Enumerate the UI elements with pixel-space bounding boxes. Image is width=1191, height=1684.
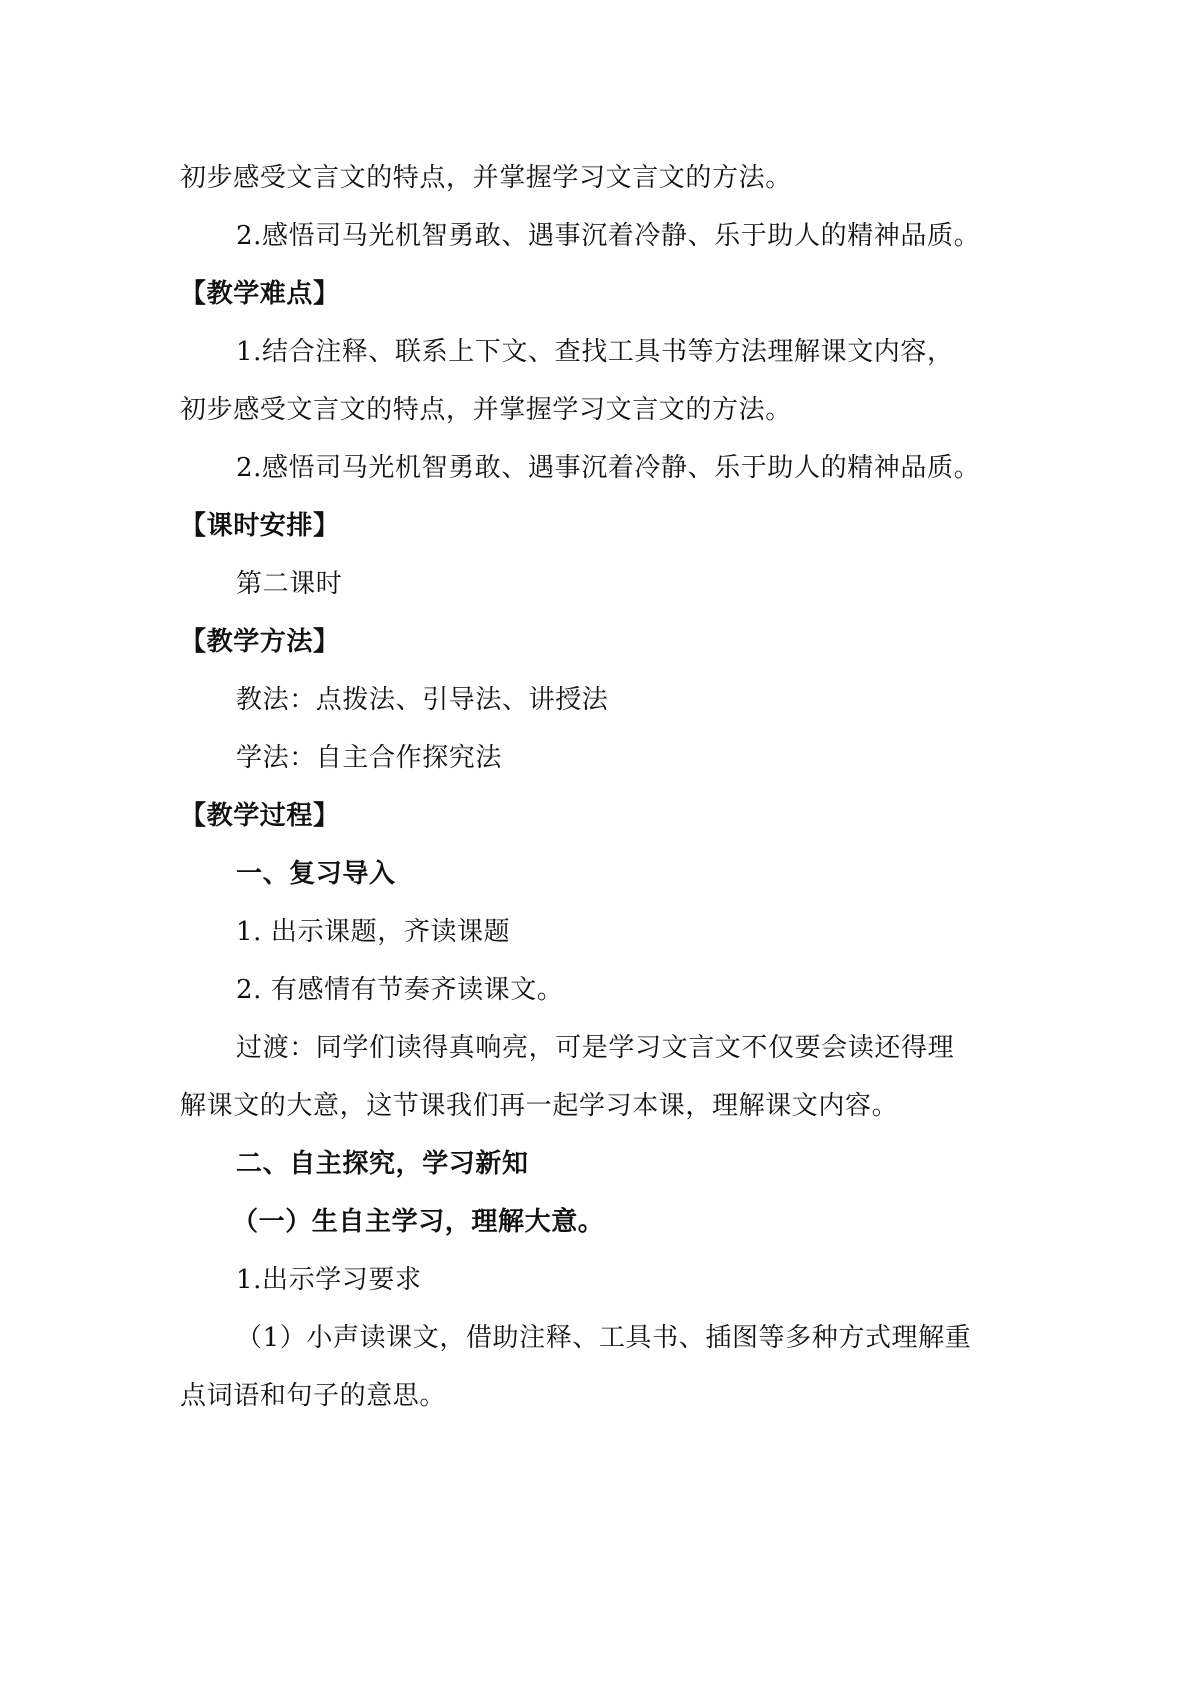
paragraph-line: 过渡：同学们读得真响亮，可是学习文言文不仅要会读还得理 [236,1033,955,1063]
paragraph-line: 2.感悟司马光机智勇敢、遇事沉着冷静、乐于助人的精神品质。 [236,221,981,251]
section-heading-process: 【教学过程】 [180,801,340,831]
subheading-self-study: （一）生自主学习，理解大意。 [232,1207,605,1237]
list-item: 1.出示学习要求 [236,1265,422,1295]
paragraph-line: 2.感悟司马光机智勇敢、遇事沉着冷静、乐于助人的精神品质。 [236,453,981,483]
paragraph-line: 初步感受文言文的特点，并掌握学习文言文的方法。 [180,395,792,425]
paragraph-line: （1）小声读课文，借助注释、工具书、插图等多种方式理解重 [236,1323,972,1353]
paragraph-line: 1.结合注释、联系上下文、查找工具书等方法理解课文内容， [236,337,954,367]
paragraph-line: 点词语和句子的意思。 [180,1381,447,1411]
subheading-review: 一、复习导入 [236,859,396,889]
paragraph-line: 第二课时 [236,569,343,599]
paragraph-line: 教法：点拨法、引导法、讲授法 [236,685,609,715]
paragraph-line: 初步感受文言文的特点，并掌握学习文言文的方法。 [180,163,792,193]
section-heading-methods: 【教学方法】 [180,627,340,657]
list-item: 1. 出示课题，齐读课题 [236,917,511,947]
section-heading-schedule: 【课时安排】 [180,511,340,541]
subheading-explore: 二、自主探究，学习新知 [236,1149,529,1179]
paragraph-line: 学法：自主合作探究法 [236,743,503,773]
section-heading-teaching-difficulties: 【教学难点】 [180,279,340,309]
paragraph-line: 解课文的大意，这节课我们再一起学习本课，理解课文内容。 [180,1091,899,1121]
list-item: 2. 有感情有节奏齐读课文。 [236,975,564,1005]
